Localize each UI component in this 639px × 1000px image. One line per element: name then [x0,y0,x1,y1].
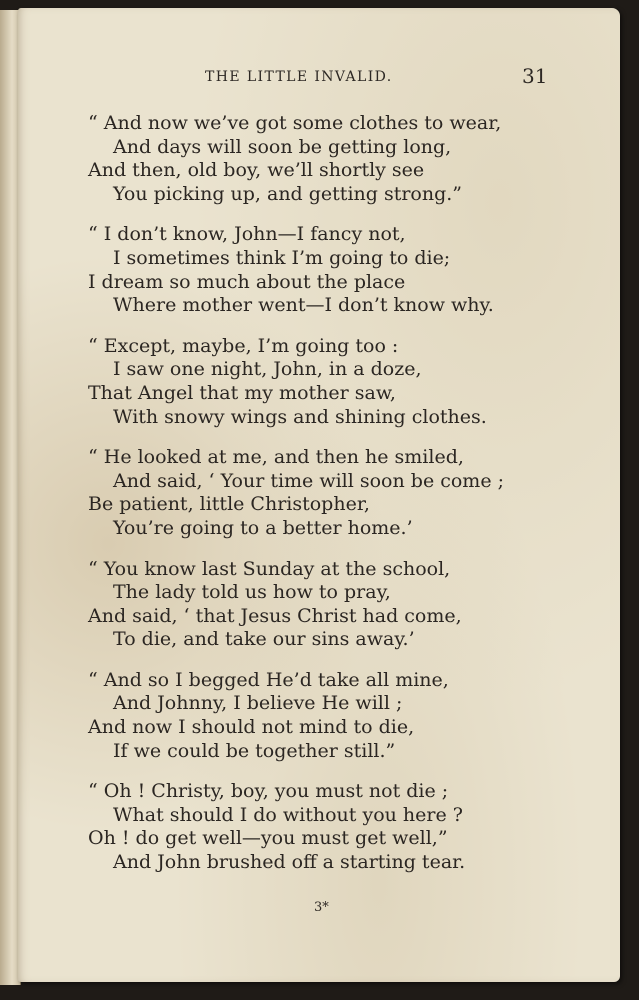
running-title: THE LITTLE INVALID. [205,69,393,85]
poem-line: “ I don’t know, John—I fancy not, [88,223,406,246]
poem-line: “ Oh ! Christy, boy, you must not die ; [88,780,449,803]
poem-line: I dream so much about the place [88,270,406,293]
poem-line: You’re going to a better home.’ [113,516,413,539]
poem-line: And John brushed off a starting tear. [113,851,466,874]
poem-line: Be patient, little Christopher, [88,493,370,516]
stanza-6 [88,669,558,763]
poem-line: With snowy wings and shining clothes. [113,405,487,428]
running-head [18,63,620,93]
poem-line: To die, and take our sins away.’ [113,628,415,651]
stanza-5 [88,558,558,652]
poem-line: And Johnny, I believe He will ; [113,692,403,715]
poem-line: “ Except, maybe, I’m going too : [88,334,399,357]
poem-line: I saw one night, John, in a doze, [113,358,422,381]
poem-line: The lady told us how to pray, [113,581,391,604]
signature-mark: 3* [314,900,329,915]
poem-line: And days will soon be getting long, [113,135,452,158]
stanza-4 [88,446,558,540]
poem-line: And said, ‘ that Jesus Christ had come, [88,604,462,627]
poem-line: Oh ! do get well—you must get well,” [88,827,448,850]
book-page [18,8,620,982]
page-number: 31 [522,64,548,88]
stanza-7 [88,780,558,874]
stanza-2 [88,223,558,317]
poem-line: And said, ‘ Your time will soon be come ; [113,469,505,492]
poem-line: And now I should not mind to die, [88,716,415,739]
poem-line: Where mother went—I don’t know why. [113,294,494,317]
poem-line: “ And so I begged He’d take all mine, [88,668,449,691]
poem-line: “ He looked at me, and then he smiled, [88,446,464,469]
poem-line: “ And now we’ve got some clothes to wear, [88,112,502,134]
poem [88,112,558,892]
poem-line: If we could be together still.” [113,739,396,762]
stanza-3 [88,335,558,429]
poem-line: I sometimes think I’m going to die; [113,246,451,269]
stanza-1 [88,112,558,206]
poem-line: “ You know last Sunday at the school, [88,557,451,580]
poem-line: What should I do without you here ? [113,803,463,826]
poem-line: That Angel that my mother saw, [88,381,396,404]
poem-line: And then, old boy, we’ll shortly see [88,159,425,182]
poem-line: You picking up, and getting strong.” [113,182,463,205]
